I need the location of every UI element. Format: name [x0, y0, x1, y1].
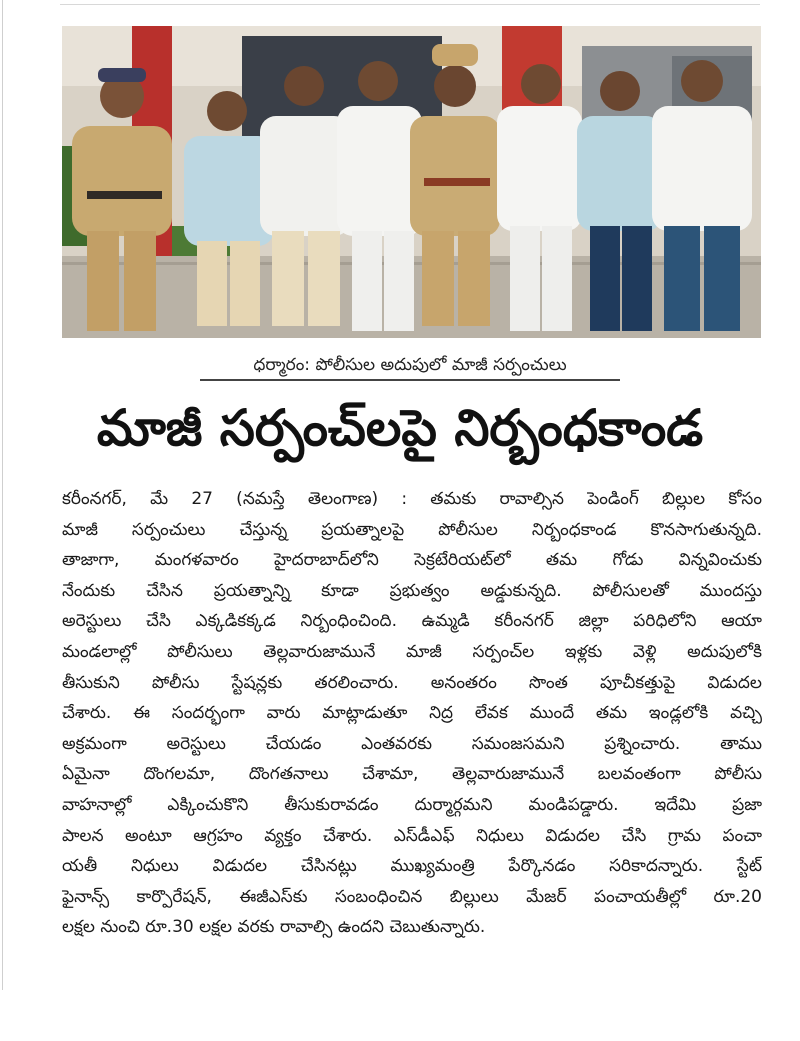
article-line: చేశారు. ఈ సందర్భంగా వారు మాట్లాడుతూ నిద్ర లేవక ముందే తమ ఇండ్లలోకి వచ్చి	[62, 703, 762, 724]
article-line: వాహనాల్లో ఎక్కించుకొని తీసుకురావడం దుర్మార్గమని మండిపడ్డారు. ఇదేమి ప్రజా	[62, 794, 762, 815]
article-line: ఫైనాన్స్ కార్పొరేషన్, ఈజీఎస్‌కు సంబంధించిన బిల్లులు మేజర్ పంచాయతీల్లో రూ.20	[62, 886, 762, 907]
top-rule	[60, 4, 760, 5]
group-photo-illustration	[62, 26, 761, 338]
article-line: అరెస్టులు చేసి ఎక్కడికక్కడ నిర్బంధించింది. ఉమ్మడి కరీంనగర్ జిల్లా పరిధిలోని ఆయా	[62, 611, 762, 632]
article-line: లక్షల నుంచి రూ.30 లక్షల వరకు రావాల్సి ఉందని చెబుతున్నారు.	[62, 917, 486, 938]
news-photo	[62, 26, 761, 338]
page-edge-rule	[2, 0, 3, 990]
caption-underline	[200, 379, 620, 381]
article-line: ఏమైనా దొంగలమా, దొంగతనాలు చేశామా, తెల్లవారుజామునే బలవంతంగా పోలీసు	[62, 764, 762, 785]
article-line: నేందుకు చేసిన ప్రయత్నాన్ని కూడా ప్రభుత్వం అడ్డుకున్నది. పోలీసులతో ముందస్తు	[62, 580, 762, 601]
article-line: తీసుకుని పోలీసు స్టేషన్లకు తరలించారు. అనంతరం సొంత పూచీకత్తుపై విడుదల	[62, 672, 762, 693]
article-line: మాజీ సర్పంచులు చేస్తున్న ప్రయత్నాలపై పోలీసుల నిర్బంధకాండ కొనసాగుతున్నది.	[62, 519, 762, 540]
article-line: అక్రమంగా అరెస్టులు చేయడం ఎంతవరకు సమంజసమని ప్రశ్నించారు. తాము	[62, 733, 762, 754]
article-line: మండలాల్లో పోలీసులు తెల్లవారుజామునే మాజీ సర్పంచ్‌ల ఇళ్లకు వెళ్లి అదుపులోకి	[62, 641, 762, 662]
photo-caption: ధర్మారం: పోలీసుల అదుపులో మాజీ సర్పంచులు	[253, 355, 567, 375]
article-line: పాలన అంటూ ఆగ్రహం వ్యక్తం చేశారు. ఎస్‌డీఎఫ్ నిధులు విడుదల చేసి గ్రామ పంచా	[62, 825, 762, 846]
article-body	[62, 484, 762, 943]
article-line: యతీ నిధులు విడుదల చేసినట్లు ముఖ్యమంత్రి పేర్కొనడం సరికాదన్నారు. స్టేట్	[62, 856, 762, 877]
article-line: తాజాగా, మంగళవారం హైదరాబాద్‌లోని సెక్రటేరియట్‌లో తమ గోడు విన్నవించుకు	[62, 550, 762, 571]
article-line: కరీంనగర్, మే 27 (నమస్తే తెలంగాణ) : తమకు రావాల్సిన పెండింగ్ బిల్లుల కోసం	[62, 489, 762, 509]
headline: మాజీ సర్పంచ్‌లపై నిర్బంధకాండ	[96, 399, 704, 457]
